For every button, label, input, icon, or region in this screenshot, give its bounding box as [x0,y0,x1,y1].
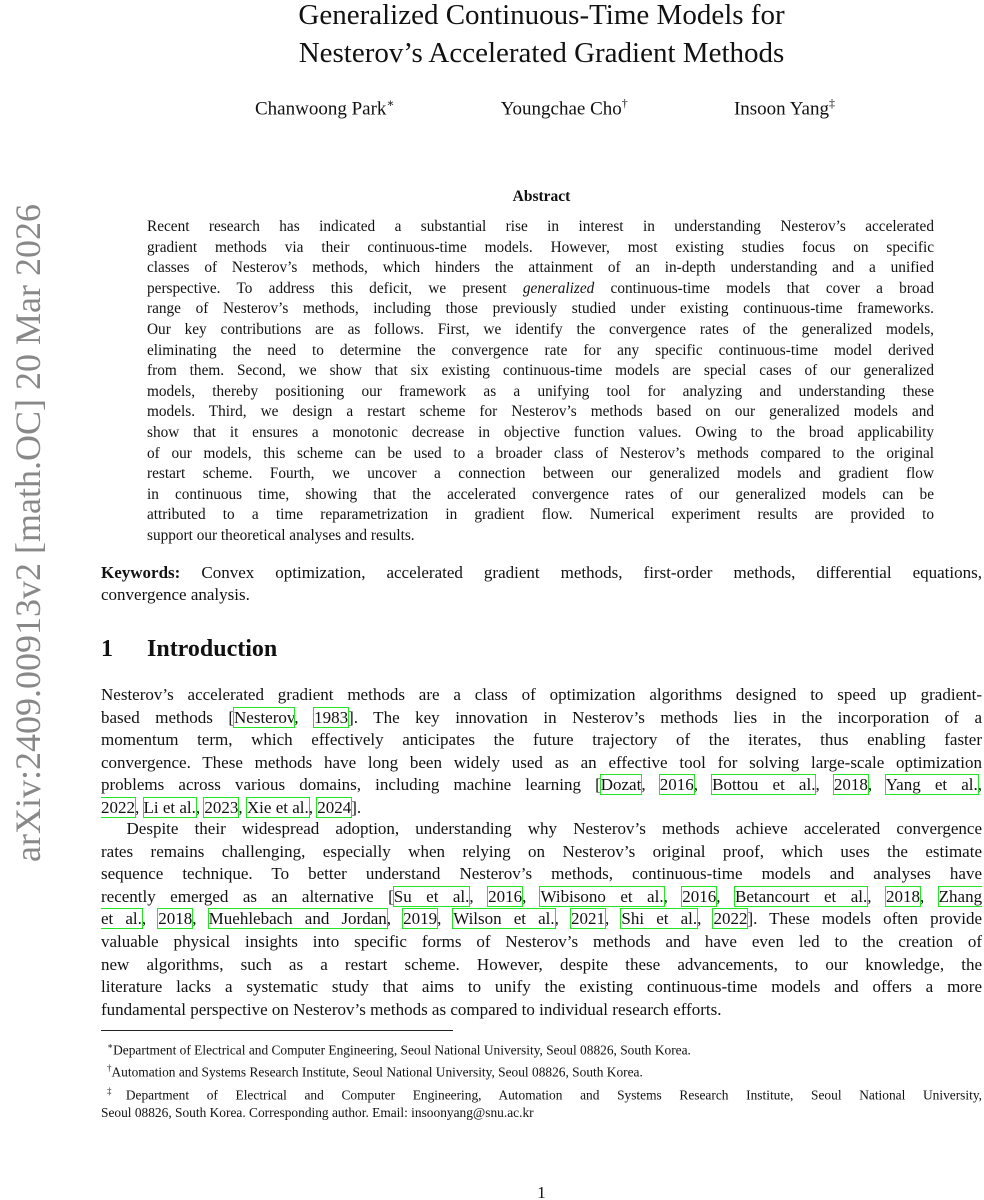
page-number: 1 [537,1183,546,1200]
text-segment: , [977,775,982,795]
text-line [101,908,982,931]
footnote-mark: ∗ [386,96,395,110]
text-segment: eliminating the need to determine the convergence rate for any specific continuous-time model derived [147,341,934,359]
text-segment: , [308,797,318,817]
citation-link[interactable]: Yang et al. [885,775,978,795]
text-line [147,423,934,444]
text-line [101,1059,982,1081]
text-line [147,402,934,423]
text-segment: literature lacks a systematic study that aims to unify the existing continuous-time models and offers a more [101,977,982,997]
text-segment: Automation and Systems Research Institute, Seoul National University, Seoul 08826, South Korea. [111,1064,643,1080]
text-segment: , [815,775,834,795]
text-line [101,818,982,841]
text-line [101,1104,982,1122]
citation-link[interactable]: 2019 [403,909,438,929]
text-segment: Our key contributions are as follows. First, we identify the convergence rates of the generalized models, [147,320,934,338]
text-line [147,464,934,485]
intro-paragraph-2 [101,818,982,1021]
text-segment: gradient methods via their continuous-time models. However, most existing studies focus on specific [147,238,934,256]
citation-link[interactable]: Nesterov [234,707,295,727]
footnotes [101,1037,982,1122]
text-segment: , [141,909,159,929]
text-segment: convergence. These methods have long been widely used as an effective tool for solving large-scale optimization [101,752,982,772]
text-segment: , [294,707,315,727]
text-line [147,279,934,300]
section-heading [101,636,277,663]
intro-paragraph-1 [101,684,982,820]
text-segment: , [554,909,572,929]
text-line [101,562,982,584]
text-segment: based methods [ [101,707,235,727]
text-line [147,485,934,506]
citation-link[interactable]: Wilson et al. [453,909,555,929]
text-segment: classes of Nesterov’s methods, which hinders the attainment of an in-depth understanding and a unified [147,259,934,277]
text-segment: continuous-time models that cover a broad [594,279,934,297]
text-segment: Nesterov’s accelerated gradient methods are a class of optimization algorithms designed to speed up gradient- [101,685,982,704]
author-name: Youngchae Cho [500,98,622,120]
text-segment: recently emerged as an alternative [ [101,886,394,906]
citation-link[interactable]: 2016 [682,886,717,906]
citation-link[interactable]: 2024 [317,797,352,817]
section-title: Introduction [147,636,278,662]
text-line [101,729,982,752]
text-segment: show that it ensures a monotonic decrease in objective function values. Owing to the broad applicability [147,423,934,441]
text-segment: of our models, this scheme can be used to a broader class of Nesterov’s methods compared to the original [147,444,934,462]
text-line [101,797,982,820]
text-segment: , [195,797,205,817]
text-line [101,584,982,606]
citation-link[interactable]: Zhang [938,886,982,906]
citation-link[interactable]: Xie et al. [246,797,309,817]
text-segment: problems across various domains, including machine learning [ [101,775,601,795]
arxiv-identifier: arXiv:2409.00913v2 [math.OC] 20 Mar 2026 [8,204,48,862]
text-segment: new algorithms, such as a restart scheme. However, despite these advancements, to our knowledge, the [101,954,982,974]
citation-link[interactable]: 2016 [659,775,694,795]
citation-link[interactable]: 2016 [488,886,523,906]
text-line [101,931,982,954]
text-segment: , [238,797,247,817]
text-segment: models. Third, we design a restart scheme for Nesterov’s methods based on our generalized models and [147,403,934,421]
citation-link[interactable]: Su et al. [393,886,470,906]
text-line [147,382,934,403]
text-line [147,444,934,465]
author-list [255,96,835,120]
text-line [147,258,934,279]
author [255,96,395,120]
citation-link[interactable]: 2022 [101,797,135,817]
text-segment: , [437,909,454,929]
footnote-rule [101,1030,453,1031]
citation-link[interactable]: 2018 [885,886,920,906]
footnote-mark: † [107,1063,112,1074]
text-line [101,976,982,999]
text-segment: convergence analysis. [101,585,250,604]
text-segment: Seoul 08826, South Korea. Corresponding author. Email: insoonyang@snu.ac.kr [101,1105,534,1121]
abstract-body [147,217,934,547]
citation-link[interactable]: Dozat [600,775,642,795]
text-segment: , [693,775,713,795]
text-line [101,752,982,775]
citation-link[interactable]: 1983 [314,707,349,727]
text-segment: , [192,909,209,929]
author-name: Insoon Yang [733,98,829,120]
text-line [101,999,982,1022]
paper-title [0,0,984,72]
text-segment: Convex optimization, accelerated gradient methods, first-order methods, differential equations, [180,563,982,582]
text-line [101,1037,982,1059]
text-line [147,341,934,362]
text-segment: rates remains challenging, especially when relying on Nesterov’s original proof, which uses the estimate [101,841,982,861]
text-segment: from them. Second, we show that six existing continuous-time models are special cases of our generalized [147,362,934,380]
text-segment: range of Nesterov’s methods, including those previously studied under existing continuous-time frameworks. [147,300,934,318]
text-line [101,841,982,864]
text-segment: perspective. To address this deficit, we present [147,279,523,297]
text-segment: fundamental perspective on Nesterov’s methods as compared to individual research efforts. [101,999,722,1019]
text-segment: restart scheme. Fourth, we uncover a connection between our generalized models and gradient flow [147,465,934,483]
text-segment: , [641,775,660,795]
citation-link[interactable]: Muehlebach and Jordan [208,909,387,929]
text-segment: , [716,886,735,906]
text-segment: , [605,909,622,929]
text-line [101,863,982,886]
text-segment: , [386,909,404,929]
text-segment: models, thereby positioning our framework as a unifying tool for analyzing and understanding these [147,382,934,400]
footnote-mark: † [621,96,628,110]
text-line [101,1082,982,1104]
text-segment: , [522,886,541,906]
text-segment: valuable physical insights into specific forms of Nesterov’s methods and have even led to the creation of [101,931,982,951]
footnote-mark: ‡ [107,1085,126,1096]
text-line [147,505,934,526]
citation-link[interactable]: Shi et al. [621,909,698,929]
text-line [101,954,982,977]
keywords-label: Keywords: [101,563,181,582]
text-segment: ]. The key innovation in Nesterov’s methods lies in the incorporation of a [348,707,982,727]
text-segment: ]. [351,797,362,817]
text-segment: , [867,886,886,906]
text-line [147,526,934,547]
citation-link[interactable]: Betancourt et al. [734,886,868,906]
citation-link[interactable]: et al. [101,909,142,929]
abstract-heading: Abstract [512,188,571,205]
text-segment: ]. These models often provide [747,909,982,929]
text-segment: , [697,909,714,929]
author-name: Chanwoong Park [255,98,387,120]
keywords [101,562,982,606]
citation-link[interactable]: 2021 [571,909,606,929]
citation-link[interactable]: 2018 [158,909,193,929]
text-line [147,238,934,259]
text-segment: Department of Electrical and Computer Engineering, Automation and Systems Research Institute, Seoul National University, [125,1087,982,1103]
text-segment: Recent research has indicated a substantial rise in interest in understanding Nesterov’s accelerated [147,218,934,235]
citation-link[interactable]: 2022 [713,909,748,929]
text-line [147,361,934,382]
citation-link[interactable]: Wibisono et al. [540,886,664,906]
section-number: 1 [101,636,113,662]
text-line [147,217,934,238]
text-line [147,299,934,320]
title-line: Generalized Continuous-Time Models for [298,0,785,31]
title-line: Nesterov’s Accelerated Gradient Methods [298,37,785,69]
text-segment: , [919,886,939,906]
text-segment: , [135,797,144,817]
author [734,96,835,120]
text-segment: , [663,886,683,906]
text-segment: in continuous time, showing that the accelerated convergence rates of our generalized models can be [147,485,934,503]
text-segment: sequence technique. To better understand Nesterov’s methods, continuous-time models and analyses have [101,864,982,884]
footnote-mark: ∗ [107,1041,114,1051]
text-line [101,886,982,909]
citation-link[interactable]: 2023 [204,797,239,817]
text-segment: Despite their widespread adoption, understanding why Nesterov’s methods achieve accelerated convergence [101,819,982,838]
text-line [101,684,982,707]
citation-link[interactable]: Bottou et al. [712,775,816,795]
text-line [147,320,934,341]
text-line [101,774,982,797]
citation-link[interactable]: 2018 [833,775,868,795]
text-segment: support our theoretical analyses and results. [147,526,415,544]
footnote-mark: ‡ [828,96,835,110]
emphasis-text: generalized [522,279,595,297]
citation-link[interactable]: Li et al. [143,797,196,817]
author [501,96,628,120]
text-segment: attributed to a time reparametrization in gradient flow. Numerical experiment results are provided to [147,506,934,524]
text-segment: , [469,886,489,906]
text-line [101,707,982,730]
text-segment: , [867,775,886,795]
text-segment: momentum term, which effectively anticipates the future trajectory of the iterates, thus enabling faster [101,730,982,750]
text-segment: Department of Electrical and Computer Engineering, Seoul National University, Seoul 08826, South Korea. [113,1042,691,1058]
